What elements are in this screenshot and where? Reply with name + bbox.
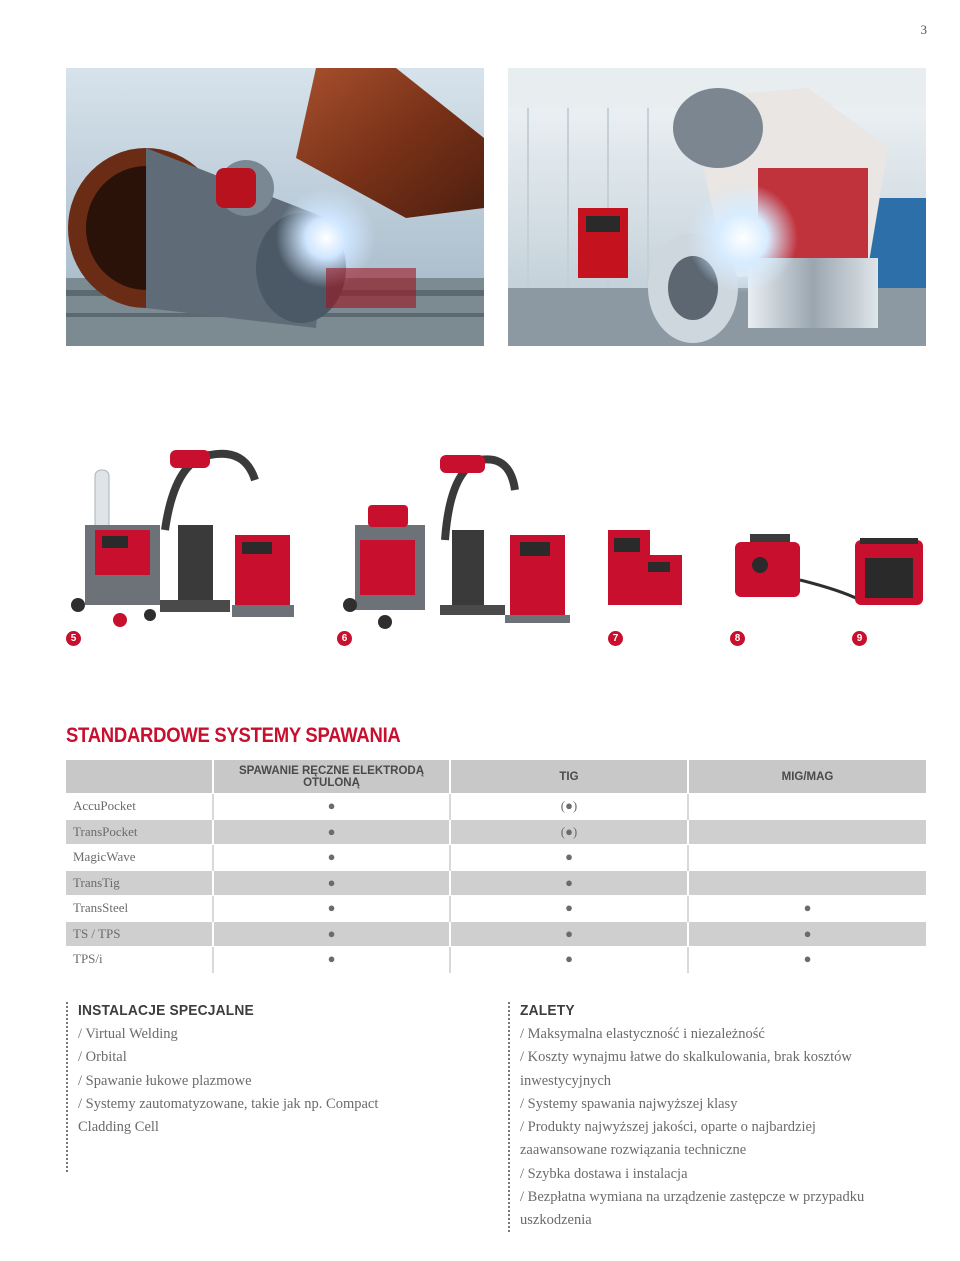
product-lineup [60,430,930,645]
product-number-badge: 6 [337,631,352,646]
product-6-system [343,455,570,629]
list-item: / Bezpłatna wymiana na urządzenie zastępcze w przypadku [520,1189,865,1206]
welding-systems-table [66,760,926,973]
table-cell: (●) [450,819,688,845]
table-cell: ● [450,896,688,922]
table-cell: ● [213,794,450,820]
table-cell: ● [688,947,926,973]
list-item: / Systemy zautomatyzowane, takie jak np. Compact [78,1095,379,1112]
factory-welder-photo [508,68,926,346]
table-cell [688,794,926,820]
product-number-badge: 9 [852,631,867,646]
row-label: TransTig [66,870,213,896]
advantages-box [508,1002,928,1232]
list-item: zaawansowane rozwiązania techniczne [520,1142,747,1159]
table-cell: ● [213,896,450,922]
section-title: STANDARDOWE SYSTEMY SPAWANIA [66,724,401,747]
list-item: / Produkty najwyższej jakości, oparte o najbardziej [520,1119,816,1136]
row-label: MagicWave [66,845,213,871]
table-row [66,819,926,845]
list-item: / Koszty wynajmu łatwe do skalkulowania, brak kosztów [520,1049,852,1066]
table-cell [688,845,926,871]
table-cell: ● [450,921,688,947]
table-cell: ● [213,845,450,871]
table-row [66,896,926,922]
row-label: TS / TPS [66,921,213,947]
list-item: uszkodzenia [520,1212,592,1229]
special-installations-title: INSTALACJE SPECJALNE [78,1002,254,1019]
table-cell: ● [213,921,450,947]
table-cell: ● [450,870,688,896]
table-row [66,794,926,820]
product-9-unit [855,538,923,605]
table-cell [688,819,926,845]
list-item: / Systemy spawania najwyższej klasy [520,1095,738,1112]
advantages-title: ZALETY [520,1002,575,1019]
list-item: inwestycyjnych [520,1072,612,1089]
table-row [66,870,926,896]
list-item: / Maksymalna elastyczność i niezależność [520,1026,765,1042]
row-label: TPS/i [66,947,213,973]
dotted-divider [66,1002,68,1172]
list-item: Cladding Cell [78,1119,159,1136]
product-8-unit [735,534,860,600]
table-header-cell: TIG [450,760,688,794]
table-header-cell: MIG/MAG [688,760,926,794]
page-number: 3 [920,22,927,37]
table-row [66,921,926,947]
row-label: TransSteel [66,896,213,922]
special-installations-list [78,1023,476,1139]
dotted-divider [508,1002,510,1232]
row-label: AccuPocket [66,794,213,820]
list-item: / Orbital [78,1049,127,1066]
table-cell: ● [213,947,450,973]
table-cell: ● [688,921,926,947]
table-row [66,947,926,973]
table-header-cell [66,760,213,794]
table-cell: ● [450,947,688,973]
list-item: / Virtual Welding [78,1026,178,1042]
table-header-cell: SPAWANIE RĘCZNE ELEKTRODĄ OTULONĄ [213,760,450,794]
table-row [66,845,926,871]
product-number-badge: 7 [608,631,623,646]
table-cell: (●) [450,794,688,820]
advantages-list [520,1023,928,1233]
product-5-system [71,450,294,627]
table-cell [688,870,926,896]
table-cell: ● [213,819,450,845]
product-number-badge: 8 [730,631,745,646]
table-cell: ● [450,845,688,871]
table-cell: ● [688,896,926,922]
row-label: TransPocket [66,819,213,845]
table-cell: ● [213,870,450,896]
list-item: / Spawanie łukowe plazmowe [78,1072,252,1089]
special-installations-box [66,1002,476,1172]
table-header-row [66,760,926,794]
pipeline-welder-photo [66,68,484,346]
product-7-unit [608,530,682,605]
list-item: / Szybka dostawa i instalacja [520,1165,688,1182]
product-number-badge: 5 [66,631,81,646]
